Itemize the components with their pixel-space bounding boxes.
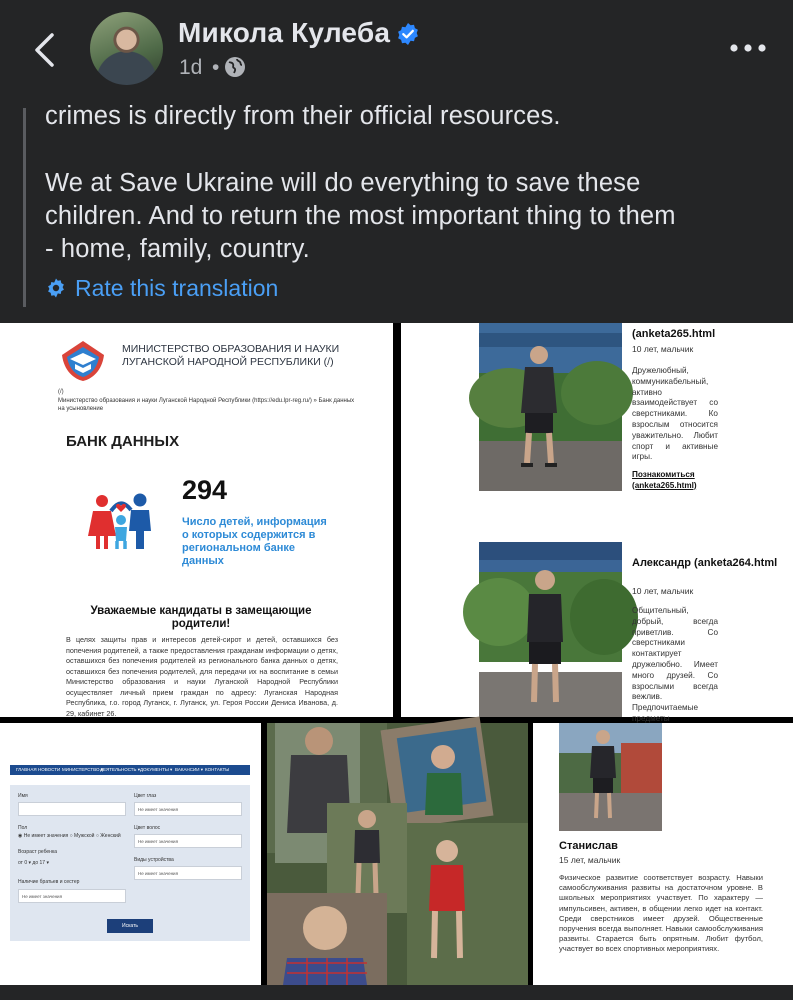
siblings-select[interactable]: Не имеет значения xyxy=(18,889,126,903)
post-text-line: children. And to return the most important thing to them xyxy=(45,202,676,230)
eye-color-label: Цвет глаз xyxy=(134,793,157,799)
bottom-bar xyxy=(0,985,793,1000)
eye-color-select[interactable]: Не имеет значения xyxy=(134,802,242,816)
site-nav xyxy=(10,765,250,775)
post-text-line: crimes is directly from their official resources. xyxy=(45,102,561,130)
breadcrumb: Министерство образования и науки Луганской Народной Республики (https://edu.lpr-reg.ru/) » Банк данных на усыновление xyxy=(58,398,355,412)
age-label: Возраст ребенка xyxy=(18,849,58,855)
child-name: Станислав xyxy=(559,840,618,852)
siblings-label: Наличие братьев и сестер xyxy=(18,879,80,885)
post-text-area xyxy=(0,102,793,323)
dot-separator: • xyxy=(212,56,220,79)
data-bank-title: БАНК ДАННЫХ xyxy=(66,433,180,450)
child-meta: 10 лет, мальчик xyxy=(632,344,694,354)
author-name[interactable]: Микола Кулеба xyxy=(178,17,391,48)
child-meta: 15 лет, мальчик xyxy=(559,855,621,865)
photo-children-list[interactable] xyxy=(401,323,793,723)
child-description: Дружелюбный, коммуникабельный, активно взаимодействует со сверстниками. Ко взрослым относится уважительно. Любит спорт и активные игры. xyxy=(632,366,718,462)
nav-item: ВАКАНСИИ ▾ xyxy=(175,767,203,772)
nav-item: ДОКУМЕНТЫ ▾ xyxy=(140,767,173,772)
child-meta: 10 лет, мальчик xyxy=(632,586,694,596)
hair-color-select[interactable]: Не имеет значения xyxy=(134,834,242,848)
child-photo xyxy=(479,323,622,491)
children-count-caption: Число детей, информация о которых содержится в региональном банке данных xyxy=(182,516,327,567)
family-icon xyxy=(84,491,158,551)
placement-select[interactable]: Не имеет значения xyxy=(134,866,242,880)
placement-label: Виды устройства xyxy=(134,857,174,863)
child-photo xyxy=(479,542,622,717)
nav-item: ДЕЯТЕЛЬНОСТЬ ▾ xyxy=(100,767,141,772)
gender-radio-group[interactable]: ◉ Не имеет значения ○ Мужской ○ Женский xyxy=(18,833,121,839)
child-name: Александр (anketa264.html xyxy=(632,557,778,569)
nav-item: ГЛАВНАЯ xyxy=(16,767,37,772)
gear-icon xyxy=(45,277,67,299)
appeal-text: В целях защиты прав и интересов детей-сирот и детей, оставшихся без попечения родителей, а также предоставления гражданам информации о детях, оставшихся без попечения родителей из регионального банка данных о детях, оставшихся без попечения родителей, для передачи их на воспитание в семьи Министерство образования и науки Луганской Народной Республики осуществляет личный прием граждан по адресу: Луганская Народная Республика, г.о. город Луганск, г. Луганск, ул. Героя России Дениса Иванова, д. 29, кабинет 26. xyxy=(66,635,338,718)
search-button[interactable]: Искать xyxy=(107,919,153,933)
post-header xyxy=(0,0,793,108)
post-text-line: - home, family, country. xyxy=(45,235,310,263)
appeal-title: Уважаемые кандидаты в замещающие родители! xyxy=(90,605,312,630)
globe-icon xyxy=(224,56,246,78)
gender-label: Пол xyxy=(18,825,28,831)
search-form xyxy=(10,785,250,941)
nav-item: КОНТАКТЫ xyxy=(205,767,230,772)
child-profile-link[interactable]: Познакомиться (anketa265.html) xyxy=(632,470,697,490)
photo-data-bank[interactable] xyxy=(0,323,393,717)
children-count: 294 xyxy=(182,475,228,505)
child-description: Физическое развитие соответствует возрасту. Навыки самообслуживания развиты на достаточном уровне. В школьных мероприятиях участвует. По характеру — импульсивен, активен, в общении легко идет на контакт. Среди сверстников имеет друзей. Общественные поручения всегда выполняет. Навыки самообслуживания развиты. Старается быть опрятным. Любит футбол, участвует во всех спортивных мероприятиях. xyxy=(559,873,763,954)
nav-item: НОВОСТИ xyxy=(38,767,61,772)
name-input[interactable] xyxy=(18,802,126,816)
verified-badge-icon xyxy=(396,22,420,46)
photo-child-stanislav[interactable] xyxy=(533,723,793,985)
post-time[interactable]: 1d xyxy=(179,56,203,79)
more-icon[interactable] xyxy=(728,40,768,56)
avatar[interactable] xyxy=(90,12,163,85)
name-label: Имя xyxy=(18,793,28,799)
ministry-logo xyxy=(58,337,108,383)
photo-search-form[interactable] xyxy=(0,723,261,985)
quote-bar xyxy=(23,108,26,307)
rate-translation-link[interactable] xyxy=(45,273,278,303)
child-description: Общительный, добрый, всегда приветлив. Со сверстниками контактирует дружелюбно. Имеет много друзей. Со взрослыми всегда вежлив. Предпочитаемые предметы xyxy=(632,606,718,723)
rate-translation-label: Rate this translation xyxy=(75,274,279,301)
ministry-name: МИНИСТЕРСТВО ОБРАЗОВАНИЯ И НАУКИ ЛУГАНСКОЙ НАРОДНОЙ РЕСПУБЛИКИ (/) xyxy=(122,343,340,368)
post-text-line: We at Save Ukraine will do everything to save these xyxy=(45,169,641,197)
child-photo xyxy=(559,723,662,831)
age-range-select[interactable]: от 0 ▾ до 17 ▾ xyxy=(18,860,49,866)
nav-item: МИНИСТЕРСТВО ▾ xyxy=(62,767,103,772)
logo-caption: (/) xyxy=(58,389,64,395)
child-name: (anketa265.html xyxy=(632,328,716,340)
hair-color-label: Цвет волос xyxy=(134,825,161,831)
photo-collage[interactable] xyxy=(267,723,528,985)
chevron-left-icon[interactable] xyxy=(30,32,60,68)
